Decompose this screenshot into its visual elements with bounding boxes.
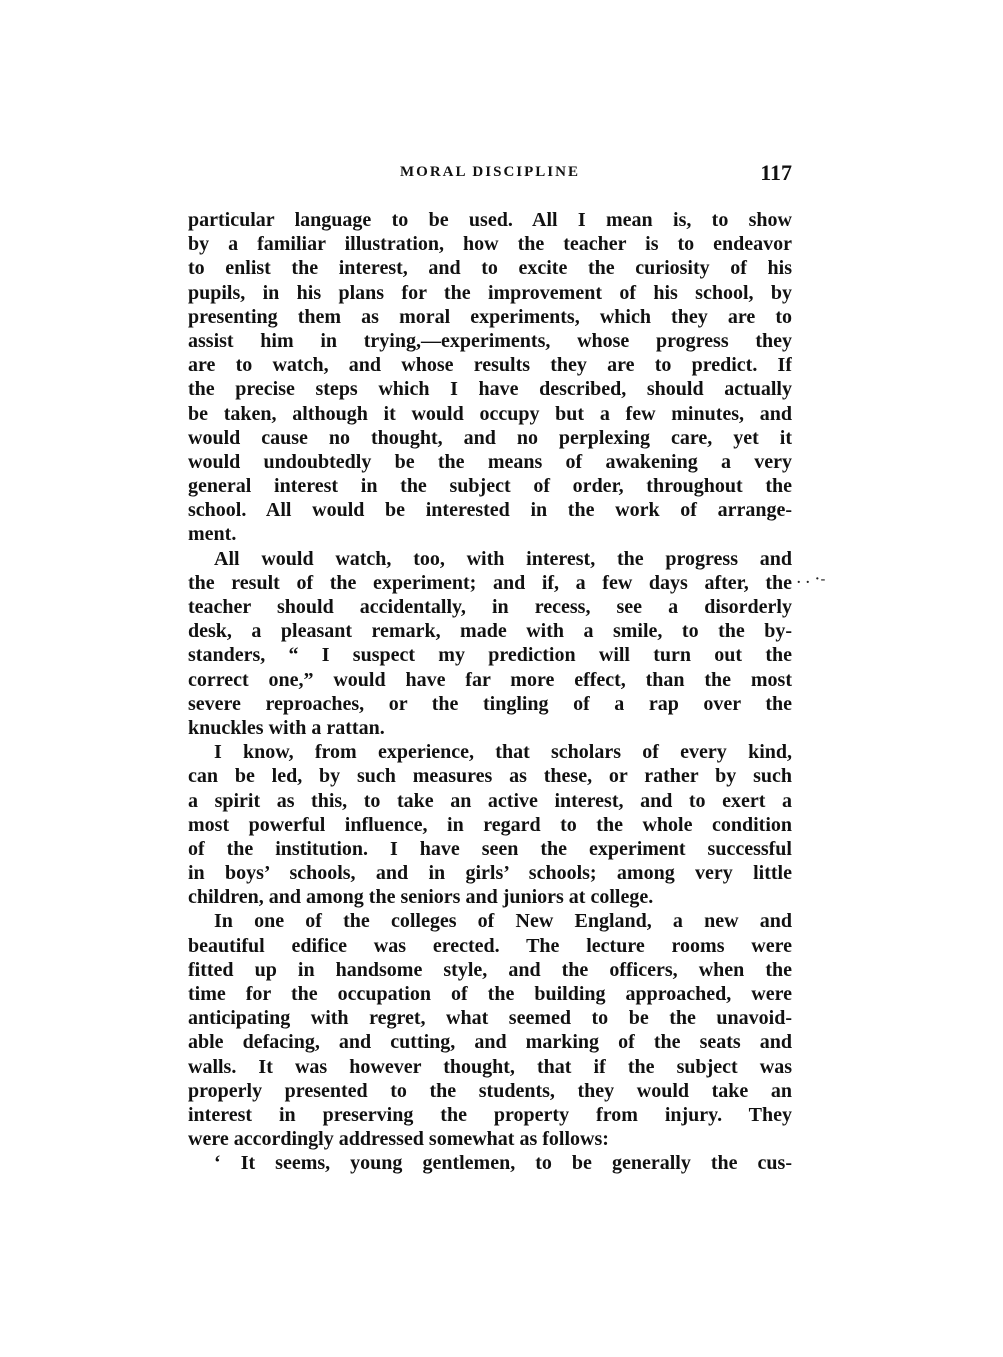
text-line: general interest in the subject of order, throughout the (188, 475, 792, 498)
text-line: anticipating with regret, what seemed to be the unavoid- (188, 1007, 792, 1030)
text-line: knuckles with a rattan. (188, 716, 385, 739)
text-line: a spirit as this, to take an active interest, and to exert a (188, 789, 792, 812)
text-line: would undoubtedly be the means of awakening a very (188, 450, 792, 473)
text-line: the precise steps which I have described, should actually (188, 378, 792, 401)
text-line: were accordingly addressed somewhat as follows: (188, 1128, 609, 1151)
text-line: be taken, although it would occupy but a few minutes, and (188, 402, 792, 425)
text-line: presenting them as moral experiments, which they are to (188, 305, 792, 328)
text-line: fitted up in handsome style, and the officers, when the (188, 958, 792, 981)
text-line: would cause no thought, and no perplexing care, yet it (188, 426, 792, 449)
text-line: walls. It was however thought, that if the subject was (188, 1055, 792, 1078)
text-line: teacher should accidentally, in recess, see a disorderly (188, 596, 792, 618)
text-line: standers, “ I suspect my prediction will turn out the (188, 644, 792, 667)
text-line: school. All would be interested in the work of arrange- (188, 499, 792, 522)
text-line: in boys’ schools, and in girls’ schools; among very little (188, 862, 792, 885)
text-line: In one of the colleges of New England, a new and (214, 910, 792, 933)
page-number: 117 (760, 160, 792, 185)
text-line: most powerful influence, in regard to the whole condition (188, 813, 792, 836)
text-line: ‘ It seems, young gentlemen, to be generally the cus- (214, 1152, 792, 1175)
text-line: I know, from experience, that scholars of every kind, (214, 741, 792, 764)
text-line: can be led, by such measures as these, or rather by such (188, 765, 792, 788)
text-line: correct one,” would have far more effect, than the most (188, 668, 792, 691)
margin-mark: . . ·- (797, 572, 827, 587)
text-line: able defacing, and cutting, and marking of the seats and (188, 1031, 792, 1054)
text-line: children, and among the seniors and juniors at college. (188, 886, 654, 909)
text-line: are to watch, and whose results they are to predict. If (188, 354, 792, 377)
text-line: interest in preserving the property from injury. They (188, 1103, 792, 1126)
running-head (188, 160, 792, 190)
text-line: of the institution. I have seen the experiment successful (188, 837, 792, 860)
text-line: desk, a pleasant remark, made with a smile, to the by- (188, 620, 792, 643)
text-line: pupils, in his plans for the improvement of his school, by (188, 281, 792, 304)
text-line: particular language to be used. All I mean is, to show (188, 209, 792, 231)
text-line: the result of the experiment; and if, a few days after, the (188, 571, 792, 594)
text-line: by a familiar illustration, how the teacher is to endeavor (188, 233, 792, 256)
text-line: beautiful edifice was erected. The lecture rooms were (188, 934, 792, 957)
body-text (188, 208, 792, 1176)
text-line: to enlist the interest, and to excite the curiosity of his (188, 257, 792, 280)
text-line: All would watch, too, with interest, the progress and (214, 547, 792, 570)
running-title: MORAL DISCIPLINE (400, 164, 580, 180)
text-line: properly presented to the students, they would take an (188, 1079, 792, 1102)
text-line: severe reproaches, or the tingling of a rap over the (188, 692, 792, 715)
text-line: ment. (188, 523, 237, 546)
text-line: time for the occupation of the building approached, were (188, 983, 792, 1005)
text-line: assist him in trying,—experiments, whose progress they (188, 329, 792, 352)
